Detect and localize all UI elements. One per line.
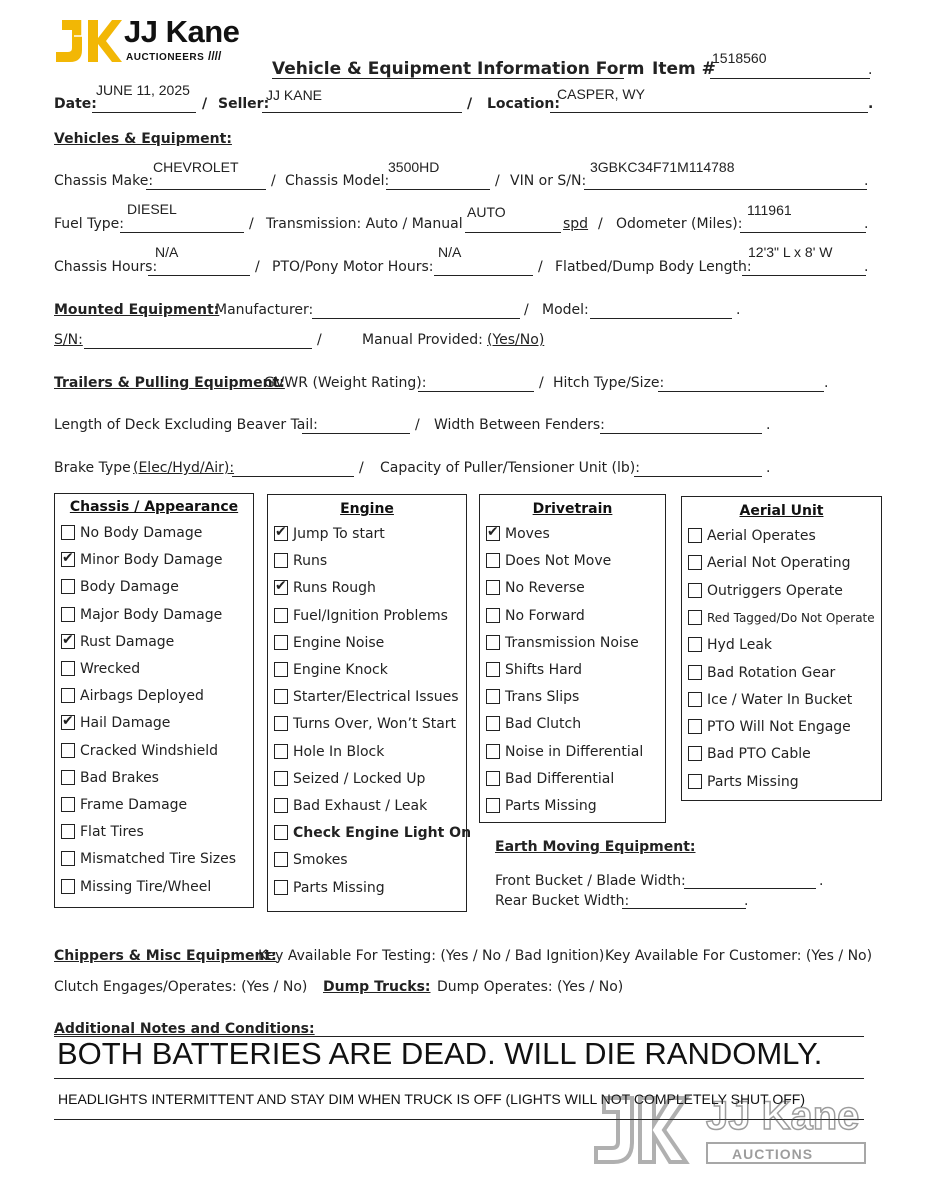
transmission-value: AUTO	[467, 204, 506, 220]
fuel-value: DIESEL	[127, 201, 177, 217]
capacity-label: Capacity of Puller/Tensioner Unit (lb):	[380, 460, 640, 476]
watermark-brand: JJ Kane	[706, 1094, 860, 1138]
checklist-item-label: No Forward	[505, 607, 585, 624]
seller-value: JJ KANE	[266, 87, 323, 103]
checklist-item	[688, 719, 851, 735]
checkbox-empty-icon[interactable]	[688, 555, 702, 570]
checklist-item-label: Flat Tires	[80, 824, 144, 841]
checklist-item	[274, 635, 384, 651]
pto-hours-value: N/A	[438, 244, 462, 260]
checklist-item-label: Transmission Noise	[505, 634, 639, 651]
checklist-item	[61, 715, 170, 731]
checkbox-empty-icon[interactable]	[61, 797, 75, 812]
checklist-item-label: Red Tagged/Do Not Operate	[707, 610, 875, 625]
odometer-value: 111961	[747, 202, 792, 218]
checklist-item-label: Body Damage	[80, 579, 179, 596]
drivetrain-box	[479, 494, 666, 823]
chassis-appearance-box	[54, 493, 254, 908]
checkbox-empty-icon[interactable]	[688, 692, 702, 707]
checklist-item-label: Trans Slips	[505, 689, 580, 706]
watermark-sub-text: AUCTIONS	[732, 1146, 814, 1162]
trailers-heading: Trailers & Pulling Equipment:	[54, 375, 285, 391]
logo-brand-text: JJ Kane	[124, 14, 240, 49]
chippers-heading: Chippers & Misc Equipment:	[54, 948, 277, 964]
logo-sub-text: AUCTIONEERS	[126, 52, 205, 63]
chassis-model-value: 3500HD	[388, 159, 440, 175]
checkbox-checked-icon[interactable]	[61, 552, 75, 567]
checklist-item-label: Bad Rotation Gear	[707, 664, 836, 681]
checklist-item-label: Outriggers Operate	[707, 582, 843, 599]
checkbox-empty-icon[interactable]	[486, 716, 500, 731]
earth-moving-heading: Earth Moving Equipment:	[495, 839, 696, 855]
checkbox-empty-icon[interactable]	[274, 716, 288, 731]
checkbox-empty-icon[interactable]	[274, 608, 288, 623]
odometer-label: Odometer (Miles):	[616, 216, 743, 232]
checklist-item	[274, 553, 327, 569]
checklist-item	[274, 689, 459, 705]
flatbed-length-label: Flatbed/Dump Body Length:	[555, 259, 752, 275]
checklist-item	[61, 634, 174, 650]
checkbox-empty-icon[interactable]	[486, 689, 500, 704]
chassis-make-label: Chassis Make:	[54, 173, 154, 189]
vin-label: VIN or S/N:	[510, 173, 587, 189]
checklist-item	[486, 744, 643, 760]
checkbox-empty-icon[interactable]	[274, 852, 288, 867]
checklist-item	[61, 661, 140, 677]
checklist-item-label: Seized / Locked Up	[293, 770, 426, 787]
rear-bucket-label: Rear Bucket Width:	[495, 893, 630, 909]
checkbox-empty-icon[interactable]	[486, 608, 500, 623]
checklist-item	[688, 583, 843, 599]
checklist-item	[274, 880, 385, 896]
checkbox-empty-icon[interactable]	[688, 746, 702, 761]
checkbox-empty-icon[interactable]	[486, 662, 500, 677]
checklist-item	[486, 553, 611, 569]
location-value: CASPER, WY	[557, 86, 645, 102]
checklist-item-label: Turns Over, Won’t Start	[293, 716, 457, 733]
hitch-label: Hitch Type/Size:	[553, 375, 665, 391]
checklist-item	[274, 825, 471, 841]
chassis-hours-value: N/A	[155, 244, 179, 260]
checklist-item	[274, 798, 427, 814]
checklist-item	[274, 526, 385, 542]
checklist-item-label: Parts Missing	[505, 798, 597, 814]
checkbox-empty-icon[interactable]	[486, 553, 500, 568]
location-label: Location:	[487, 96, 560, 112]
checklist-item-label: Fuel/Ignition Problems	[293, 607, 448, 624]
checkbox-empty-icon[interactable]	[61, 770, 75, 785]
checkbox-empty-icon[interactable]	[61, 879, 75, 894]
checkbox-empty-icon[interactable]	[61, 607, 75, 622]
checklist-item-label: Shifts Hard	[505, 662, 583, 678]
transmission-label: Transmission: Auto / Manual	[266, 216, 463, 232]
checklist-item	[61, 824, 144, 840]
checkbox-empty-icon[interactable]	[61, 525, 75, 540]
vehicles-heading: Vehicles & Equipment:	[54, 131, 232, 147]
notes-line-2: HEADLIGHTS INTERMITTENT AND STAY DIM WHEN TRUCK IS OFF (LIGHTS WILL NOT COMPLETELY SHUT OFF)	[58, 1091, 806, 1107]
checkbox-empty-icon[interactable]	[274, 635, 288, 650]
date-value: JUNE 11, 2025	[96, 82, 190, 98]
spd-label: spd	[563, 216, 589, 232]
checklist-item	[61, 688, 204, 704]
checklist-item	[688, 610, 875, 626]
checklist-item	[486, 608, 585, 624]
checklist-item-label: Bad Brakes	[80, 769, 159, 786]
engine-box	[267, 494, 472, 912]
item-number-value: 1518560	[712, 50, 767, 66]
checklist-item-label: Bad Exhaust / Leak	[293, 798, 428, 814]
checklist-item-label: Hyd Leak	[707, 637, 773, 654]
fenders-width-label: Width Between Fenders:	[434, 417, 605, 433]
checklist-item	[61, 770, 159, 786]
sn-label: S/N:	[54, 332, 83, 348]
checklist-item	[688, 555, 850, 571]
checklist-item-label: Airbags Deployed	[80, 688, 204, 705]
flatbed-length-value: 12'3" L x 8' W	[748, 244, 833, 260]
checkbox-empty-icon[interactable]	[688, 719, 702, 734]
checkbox-empty-icon[interactable]	[688, 637, 702, 652]
checkbox-empty-icon[interactable]	[486, 635, 500, 650]
checklist-item-label: Aerial Operates	[707, 528, 816, 544]
aerial-unit-box	[681, 496, 882, 801]
checklist-item	[688, 774, 799, 790]
checklist-item-label: Engine Noise	[293, 634, 385, 651]
checklist-item-label: Does Not Move	[505, 553, 612, 570]
checklist-item	[274, 744, 384, 760]
notes-heading: Additional Notes and Conditions:	[54, 1021, 315, 1037]
checklist-item-label: Frame Damage	[80, 797, 188, 813]
checklist-item	[61, 879, 211, 895]
checklist-item-label: Hole In Block	[293, 743, 385, 760]
checkbox-empty-icon[interactable]	[274, 798, 288, 813]
checkbox-empty-icon[interactable]	[274, 744, 288, 759]
checklist-item-label: Runs	[293, 553, 328, 570]
manual-provided-label: Manual Provided:	[362, 332, 483, 348]
checklist-item	[486, 716, 581, 732]
pto-hours-label: PTO/Pony Motor Hours:	[272, 259, 434, 275]
brake-type-options: (Elec/Hyd/Air):	[133, 460, 235, 476]
checklist-item	[61, 525, 202, 541]
checklist-item-label: Bad Differential	[505, 770, 615, 787]
chassis-appearance-title: Chassis / Appearance	[69, 499, 239, 515]
checklist-item-label: Jump To start	[293, 526, 385, 542]
checkbox-empty-icon[interactable]	[61, 824, 75, 839]
watermark-mark-icon	[590, 1092, 690, 1170]
logo-slashes: ////	[208, 49, 222, 63]
checklist-item	[486, 798, 597, 814]
checklist-item-label: Smokes	[293, 852, 348, 869]
checklist-item	[61, 552, 222, 568]
gvwr-label: GVWR (Weight Rating):	[264, 375, 427, 391]
checklist-item-label: Hail Damage	[80, 715, 171, 732]
checkbox-empty-icon[interactable]	[688, 528, 702, 543]
checklist-item	[486, 689, 579, 705]
checkbox-empty-icon[interactable]	[688, 665, 702, 680]
drivetrain-title: Drivetrain	[532, 501, 613, 517]
chassis-make-value: CHEVROLET	[153, 159, 239, 175]
checklist-item-label: Parts Missing	[293, 879, 385, 896]
watermark-sub	[706, 1142, 866, 1164]
checklist-item-label: No Body Damage	[80, 525, 203, 541]
item-label: Item #	[652, 59, 716, 79]
model-label: Model:	[542, 302, 589, 318]
checklist-item-label: Moves	[505, 526, 550, 542]
checklist-item	[688, 528, 816, 544]
checklist-item-label: Bad Clutch	[505, 716, 582, 733]
checklist-item	[274, 608, 448, 624]
checklist-item	[61, 851, 236, 867]
seller-label: Seller:	[218, 96, 270, 112]
checklist-item	[688, 665, 835, 681]
checkbox-empty-icon[interactable]	[274, 553, 288, 568]
vin-value: 3GBKC34F71M114788	[590, 159, 735, 175]
checkbox-empty-icon[interactable]	[688, 774, 702, 789]
checklist-item-label: Wrecked	[80, 661, 141, 677]
checkbox-empty-icon[interactable]	[274, 771, 288, 786]
dump-trucks-heading: Dump Trucks:	[323, 979, 431, 995]
checklist-item	[274, 580, 376, 596]
checklist-item-label: Runs Rough	[293, 580, 376, 597]
clutch-text: Clutch Engages/Operates: (Yes / No)	[54, 979, 308, 995]
checklist-item-label: Rust Damage	[80, 633, 175, 650]
key-testing-text: Key Available For Testing: (Yes / No / Bad Ignition)	[258, 948, 605, 964]
checklist-item-label: Starter/Electrical Issues	[293, 689, 459, 706]
key-customer-text: Key Available For Customer: (Yes / No)	[605, 948, 873, 964]
checklist-item	[486, 662, 582, 678]
dump-operates-text: Dump Operates: (Yes / No)	[437, 979, 624, 995]
checkbox-empty-icon[interactable]	[61, 661, 75, 676]
brake-type-label: Brake Type	[54, 460, 131, 476]
checklist-item	[486, 526, 550, 542]
checkbox-empty-icon[interactable]	[486, 771, 500, 786]
date-label: Date:	[54, 96, 97, 112]
mounted-heading: Mounted Equipment:	[54, 302, 220, 318]
form-title: Vehicle & Equipment Information Form	[272, 59, 645, 79]
checklist-item-label: Ice / Water In Bucket	[707, 691, 853, 708]
checkbox-empty-icon[interactable]	[274, 689, 288, 704]
checklist-item-label: Noise in Differential	[505, 743, 644, 760]
checkbox-empty-icon[interactable]	[486, 798, 500, 813]
checklist-item-label: Parts Missing	[707, 773, 799, 790]
deck-length-label: Length of Deck Excluding Beaver Tail:	[54, 417, 318, 433]
checklist-item-label: Cracked Windshield	[80, 742, 218, 759]
checkbox-empty-icon[interactable]	[61, 688, 75, 703]
checklist-item	[61, 607, 222, 623]
checkbox-empty-icon[interactable]	[274, 662, 288, 677]
checklist-item	[61, 579, 179, 595]
checklist-item	[486, 580, 585, 596]
checklist-item	[486, 771, 614, 787]
checkbox-empty-icon[interactable]	[688, 610, 702, 625]
checkbox-empty-icon[interactable]	[61, 851, 75, 866]
checkbox-checked-icon[interactable]	[274, 580, 288, 595]
fuel-label: Fuel Type:	[54, 216, 124, 232]
checklist-item	[61, 797, 187, 813]
checklist-item	[274, 662, 388, 678]
checklist-item	[688, 692, 852, 708]
notes-line-1: BOTH BATTERIES ARE DEAD. WILL DIE RANDOMLY.	[57, 1036, 823, 1071]
checkbox-empty-icon[interactable]	[486, 580, 500, 595]
aerial-unit-title: Aerial Unit	[739, 503, 824, 519]
checkbox-empty-icon[interactable]	[274, 825, 288, 840]
checklist-item	[61, 743, 218, 759]
checklist-item	[688, 746, 811, 762]
manual-provided-options: (Yes/No)	[487, 332, 545, 348]
checkbox-empty-icon[interactable]	[61, 743, 75, 758]
checklist-item-label: No Reverse	[505, 580, 585, 597]
checklist-item-label: PTO Will Not Engage	[707, 719, 851, 736]
checklist-item-label: Minor Body Damage	[80, 552, 223, 569]
checklist-item-label: Engine Knock	[293, 662, 388, 678]
checklist-item-label: Mismatched Tire Sizes	[80, 851, 237, 868]
checklist-item-label: Major Body Damage	[80, 606, 223, 623]
checklist-item-label: Check Engine Light On	[293, 825, 472, 842]
checklist-item	[486, 635, 639, 651]
checklist-item	[274, 716, 456, 732]
checklist-item	[274, 852, 348, 868]
chassis-hours-label: Chassis Hours:	[54, 259, 158, 275]
checklist-item	[274, 771, 425, 787]
checklist-item-label: Bad PTO Cable	[707, 746, 811, 763]
front-bucket-label: Front Bucket / Blade Width:	[495, 873, 686, 889]
checklist-item-label: Aerial Not Operating	[707, 555, 851, 572]
chassis-model-label: Chassis Model:	[285, 173, 390, 189]
checkbox-checked-icon[interactable]	[61, 634, 75, 649]
checkbox-checked-icon[interactable]	[486, 526, 500, 541]
checkbox-empty-icon[interactable]	[486, 744, 500, 759]
checkbox-empty-icon[interactable]	[688, 583, 702, 598]
watermark-logo	[590, 1092, 690, 1175]
checkbox-empty-icon[interactable]	[61, 579, 75, 594]
manufacturer-label: Manufacturer:	[215, 302, 314, 318]
checkbox-checked-icon[interactable]	[274, 526, 288, 541]
checklist-item	[688, 637, 772, 653]
engine-title: Engine	[340, 501, 394, 517]
checklist-item-label: Missing Tire/Wheel	[80, 878, 212, 895]
checkbox-checked-icon[interactable]	[61, 715, 75, 730]
checkbox-empty-icon[interactable]	[274, 880, 288, 895]
